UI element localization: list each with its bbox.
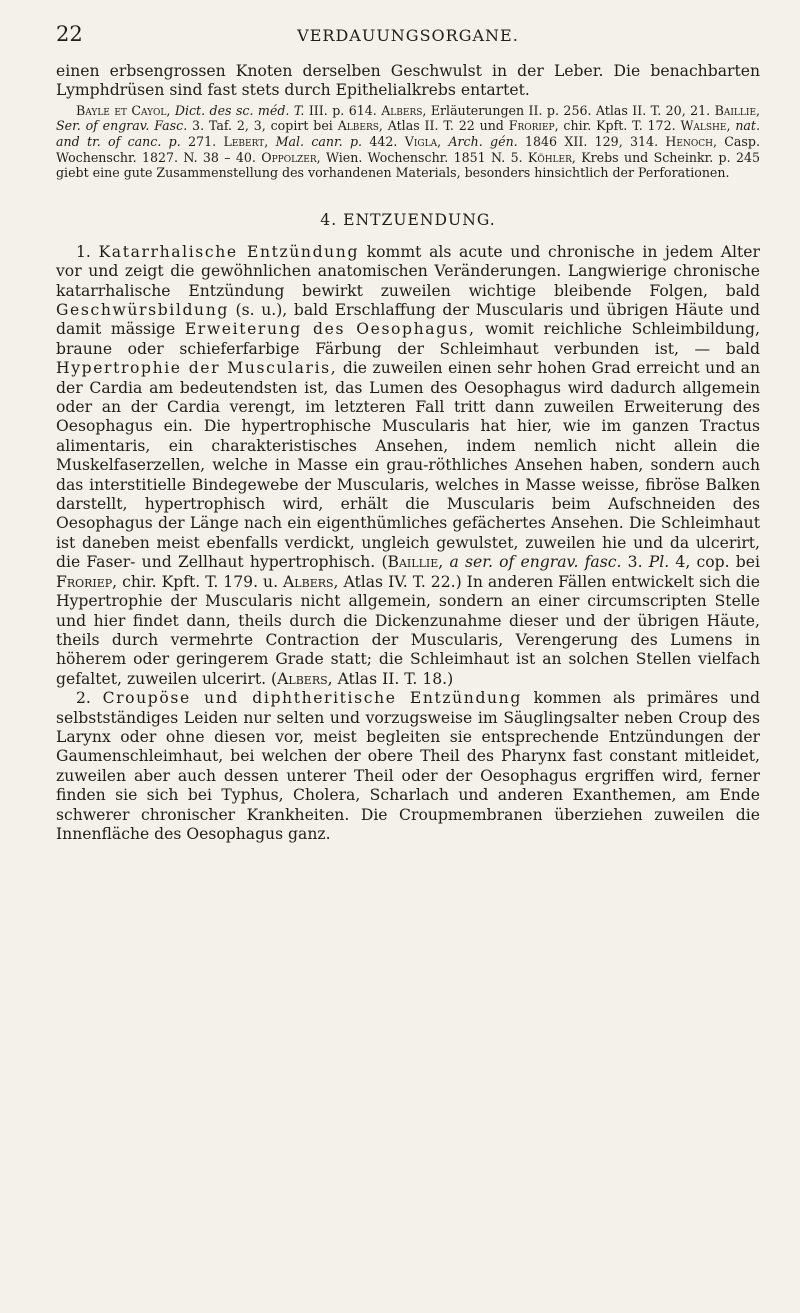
continued-paragraph: einen erbsengrossen Knoten derselben Geschwulst in der Leber. Die benachbarten Lymphdrüsen sind fast stets durch Epithelialkrebs entartet.	[56, 62, 760, 100]
ref-source: Pl.	[648, 553, 670, 572]
ref-author: Bayle et Cayol,	[76, 102, 171, 118]
ref-source: Dict. des sc. méd. T.	[174, 102, 305, 118]
emphasized-term: Geschwürsbildung	[56, 301, 229, 319]
ref-source: Mal. canr. p.	[275, 134, 363, 149]
ref-author: Baillie,	[387, 553, 444, 572]
ref-author: Albers,	[283, 572, 339, 591]
ref-author: Köhler,	[527, 149, 576, 165]
ref-author: Albers,	[277, 669, 333, 688]
ref-author: Baillie,	[714, 102, 761, 118]
running-title: VERDAUUNGSORGANE.	[297, 26, 519, 45]
ref-author: Albers,	[381, 102, 427, 118]
ref-author: Vigla,	[404, 134, 442, 149]
emphasized-term: Hypertrophie der Muscularis,	[56, 359, 338, 378]
ref-author: Lebert,	[223, 134, 269, 149]
ref-source: a ser. of engrav. fasc.	[449, 553, 622, 572]
ref-author: Henoch,	[665, 134, 717, 149]
ref-author: Froriep,	[508, 118, 559, 134]
emphasized-term: Erweiterung des Oesophagus,	[184, 320, 476, 339]
paragraph-croupoese-entzuendung: 2. Croupöse und diphtheritische Entzündung kommen als primäres und selbstständiges Leiden nur selten und vorzugsweise im Säuglingsalter neben Croup des Larynx oder ohne diesen vor, meist begleiten sie entsprechende Entzündungen der Gaumenschleimhaut, bei welchen der obere Theil des Pharynx fast constant mitleidet, zuweilen aber auch dessen unterer Theil oder der Oesophagus ergriffen wird, ferner finden sie sich bei Typhus, Cholera, Scharlach und anderen Exanthemen, am Ende schwerer chronischer Krankheiten. Die Croupmembranen überziehen zuweilen die Innenfläche des Oesophagus ganz.	[56, 689, 760, 843]
ref-author: Walshe,	[680, 118, 731, 134]
emphasized-term: Katarrhalische Entzündung	[98, 242, 360, 261]
section-heading: 4. ENTZUENDUNG.	[320, 210, 496, 229]
ref-author: Oppolzer,	[261, 149, 321, 165]
emphasized-term: Croupöse und diphtheritische Entzündung	[102, 689, 522, 708]
page-number: 22	[56, 22, 83, 46]
page-content	[56, 62, 760, 844]
references-paragraph: Bayle et Cayol, Dict. des sc. méd. T. III. p. 614. Albers, Erläuterungen II. p. 256. Atlas II. T. 20, 21. Baillie, Ser. of engrav. Fasc. 3. Taf. 2, 3, copirt bei Albers, Atlas II. T. 22 und Froriep, chir. Kpft. T. 172. Walshe, nat. and tr. of canc. p. 271. Lebert, Mal. canr. p. 442. Vigla, Arch. gén. 1846 XII. 129, 314. Henoch, Casp. Wochenschr. 1827. N. 38 – 40. Oppolzer, Wien. Wochenschr. 1851 N. 5. Köhler, Krebs und Scheinkr. p. 245 giebt eine gute Zusammenstellung des vorhandenen Materials, besonders hinsichtlich der Perforationen.	[56, 102, 761, 181]
ref-source: Arch. gén.	[448, 134, 518, 149]
ref-source: nat. and tr. of canc. p.	[56, 118, 760, 149]
ref-source: Ser. of engrav. Fasc.	[56, 118, 188, 134]
ref-author: Albers,	[337, 118, 383, 134]
ref-author: Froriep,	[56, 572, 118, 591]
page-header	[56, 22, 760, 52]
paragraph-katarrhalische-entzuendung: 1. Katarrhalische Entzündung kommt als acute und chronische in jedem Alter vor und zeigt die gewöhnlichen anatomischen Veränderungen. Langwierige chronische katarrhalische Entzündung bewirkt zuweilen wichtige bleibende Folgen, bald Geschwürsbildung (s. u.), bald Erschlaffung der Muscularis und übrigen Häute und damit mässige Erweiterung des Oesophagus, womit reichliche Schleimbildung, braune oder schieferfarbige Färbung der Schleimhaut verbunden ist, — bald Hypertrophie der Muscularis, die zuweilen einen sehr hohen Grad erreicht und an der Cardia am bedeutendsten ist, das Lumen des Oesophagus wird dadurch allgemein oder an der Cardia verengt, im letzteren Fall tritt dann zuweilen Erweiterung des Oesophagus ein. Die hypertrophische Muscularis hat hier, wie im ganzen Tractus alimentaris, ein charakteristisches Ansehen, indem nemlich nicht allein die Muskelfaserzellen, welche in Masse ein grau-röthliches Ansehen haben, sondern auch das interstitielle Bindegewebe der Muscularis, welches in Masse weisse, fibröse Balken darstellt, hypertrophisch wird, erhält die Muscularis beim Aufschneiden des Oesophagus der Länge nach ein eigenthümliches gefächertes Ansehen. Die Schleimhaut ist daneben meist ebenfalls verdickt, ungleich gewulstet, zuweilen hie und da ulcerirt, die Faser- und Zellhaut hypertrophisch. (Baillie, a ser. of engrav. fasc. 3. Pl. 4, cop. bei Froriep, chir. Kpft. T. 179. u. Albers, Atlas IV. T. 22.) In anderen Fällen entwickelt sich die Hypertrophie der Muscularis nicht allgemein, sondern an einer circumscripten Stelle und hier findet dann, theils durch die Dickenzunahme dieser und der übrigen Häute, theils durch vermehrte Contraction der Muscularis, Verengerung des Lumens in höherem oder geringerem Grade statt; die Schleimhaut ist an solchen Stellen vielfach gefaltet, zuweilen ulcerirt. (Albers, Atlas II. T. 18.)	[56, 242, 760, 688]
